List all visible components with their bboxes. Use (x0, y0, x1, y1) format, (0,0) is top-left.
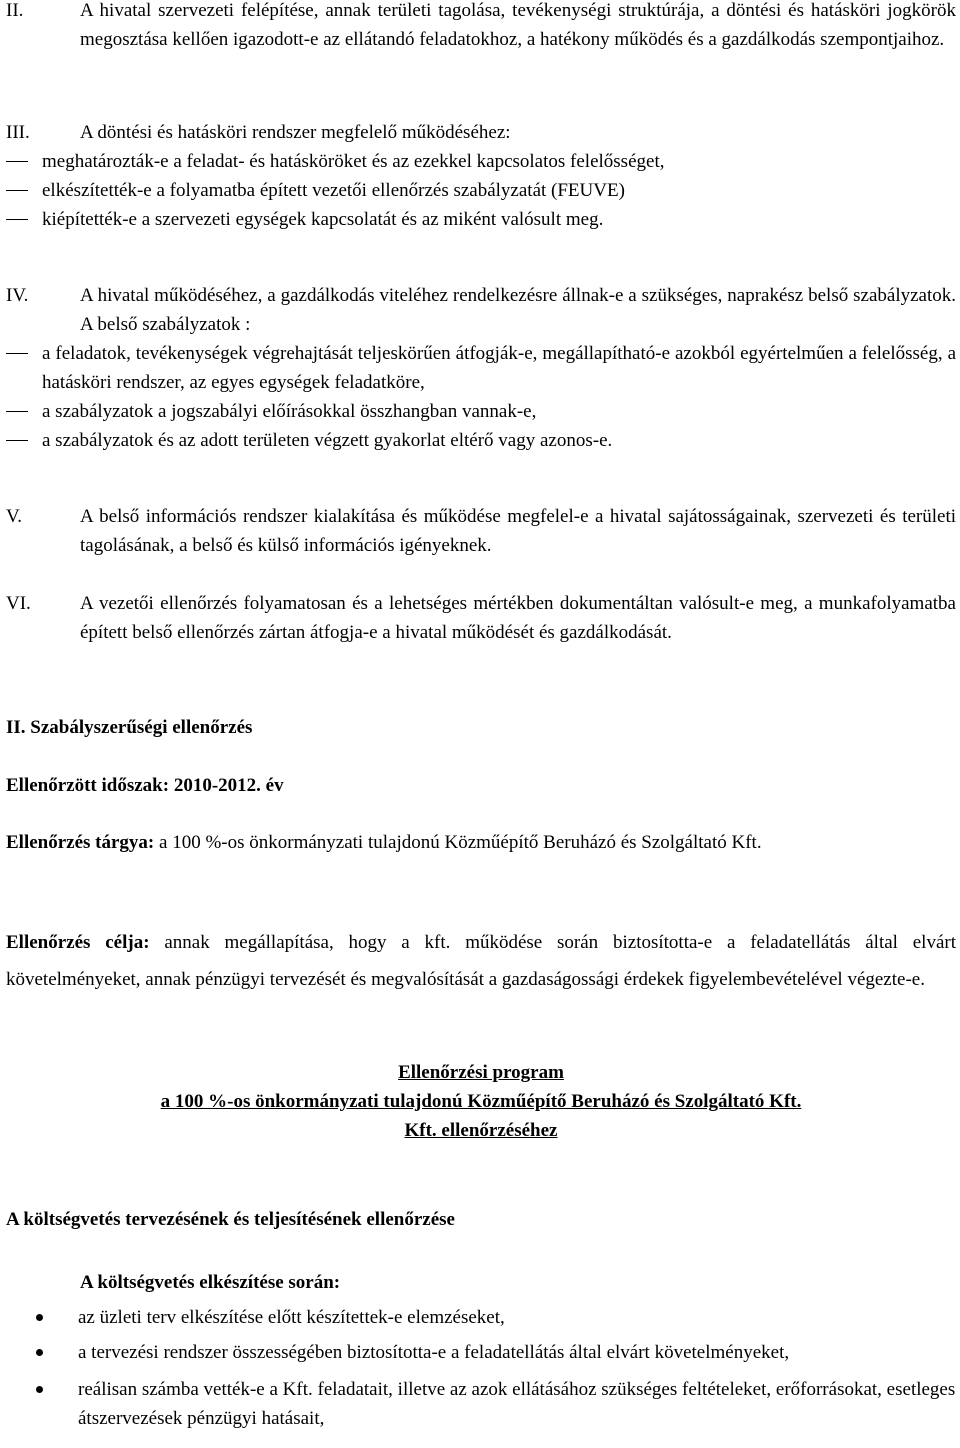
budget-heading: A költségvetés tervezésének és teljesítésének ellenőrzése (6, 1209, 455, 1230)
list-item: a tervezési rendszer összességében biztosította-e a feladatellátás által elvárt követelményeket, (6, 1338, 956, 1367)
section-text: A vezetői ellenőrzés folyamatosan és a lehetséges mértékben dokumentáltan valósult-e meg, a munkafolyamatba épített belső ellenőrzés zártan átfogja-e a hivatal működését és gazdálkodását. (80, 593, 956, 643)
section-number: III. (6, 122, 30, 143)
section-text: A hivatal működéséhez, a gazdálkodás viteléhez rendelkezésre állnak-e a szükséges, naprakész belső szabályzatok. A belső szabályzatok : (80, 285, 956, 335)
list-item: a szabályzatok és az adott területen végzett gyakorlat eltérő vagy azonos-e. (6, 426, 956, 455)
section-number: IV. (6, 285, 29, 306)
section-text: A döntési és hatásköri rendszer megfelelő működéséhez: (80, 122, 511, 143)
compliance-heading: II. Szabályszerűségi ellenőrzés (6, 717, 253, 738)
section-4 (6, 281, 956, 339)
list-item: meghatározták-e a feladat- és hatásköröket és az ezekkel kapcsolatos felelősséget, (6, 147, 956, 176)
list-item: kiépítették-e a szervezeti egységek kapcsolatát és az miként valósult meg. (6, 205, 956, 234)
goal-label: Ellenőrzés célja: (6, 932, 150, 953)
subject-label: Ellenőrzés tárgya: (6, 832, 155, 853)
goal-text: annak megállapítása, hogy a kft. működése során biztosította-e a feladatellátás által elvárt követelményeket, annak pénzügyi tervezését és megvalósítását a gazdaságossági érdekek figyelembevételével végezte-e. (6, 932, 956, 990)
section-text: A hivatal szervezeti felépítése, annak területi tagolása, tevékenységi struktúrája, a döntési és hatásköri jogkörök megosztása kellően igazodott-e az ellátandó feladatokhoz, a hatékony működés és a gazdálkodás szempontjaihoz. (80, 0, 956, 50)
section-2 (6, 0, 956, 54)
budget-list (6, 1303, 956, 1433)
program-title-line: Ellenőrzési program (398, 1062, 564, 1083)
section-4-list (6, 339, 956, 455)
list-item: reálisan számba vették-e a Kft. feladatait, illetve az azok ellátásához szükséges feltételeket, erőforrásokat, esetleges átszervezések pénzügyi hatásait, (6, 1375, 956, 1433)
section-5 (6, 502, 956, 560)
section-number: II. (6, 0, 24, 21)
budget-subheading: A költségvetés elkészítése során: (80, 1272, 341, 1293)
period-line: Ellenőrzött időszak: 2010-2012. év (6, 775, 284, 796)
list-item: az üzleti terv elkészítése előtt készítettek-e elemzéseket, (6, 1303, 956, 1332)
program-title (6, 1058, 956, 1145)
section-6 (6, 589, 956, 647)
subject-paragraph (6, 828, 956, 857)
list-item: a szabályzatok a jogszabályi előírásokkal összhangban vannak-e, (6, 397, 956, 426)
section-number: V. (6, 506, 23, 527)
section-3 (6, 118, 956, 147)
section-number: VI. (6, 593, 31, 614)
subject-text: a 100 %-os önkormányzati tulajdonú Közműépítő Beruházó és Szolgáltató Kft. (154, 832, 762, 853)
goal-paragraph (6, 924, 956, 998)
section-3-list (6, 147, 956, 234)
program-title-line: a 100 %-os önkormányzati tulajdonú Közműépítő Beruházó és Szolgáltató Kft. (160, 1091, 802, 1112)
section-text: A belső információs rendszer kialakítása és működése megfelel-e a hivatal sajátosságainak, szervezeti és területi tagolásának, a belső és külső információs igényeknek. (80, 506, 956, 556)
list-item: elkészítették-e a folyamatba épített vezetői ellenőrzés szabályzatát (FEUVE) (6, 176, 956, 205)
list-item: a feladatok, tevékenységek végrehajtását teljeskörűen átfogják-e, megállapítható-e azokból egyértelműen a felelősség, a hatásköri rendszer, az egyes egységek feladatköre, (6, 339, 956, 397)
program-title-line: Kft. ellenőrzéséhez (404, 1120, 558, 1141)
